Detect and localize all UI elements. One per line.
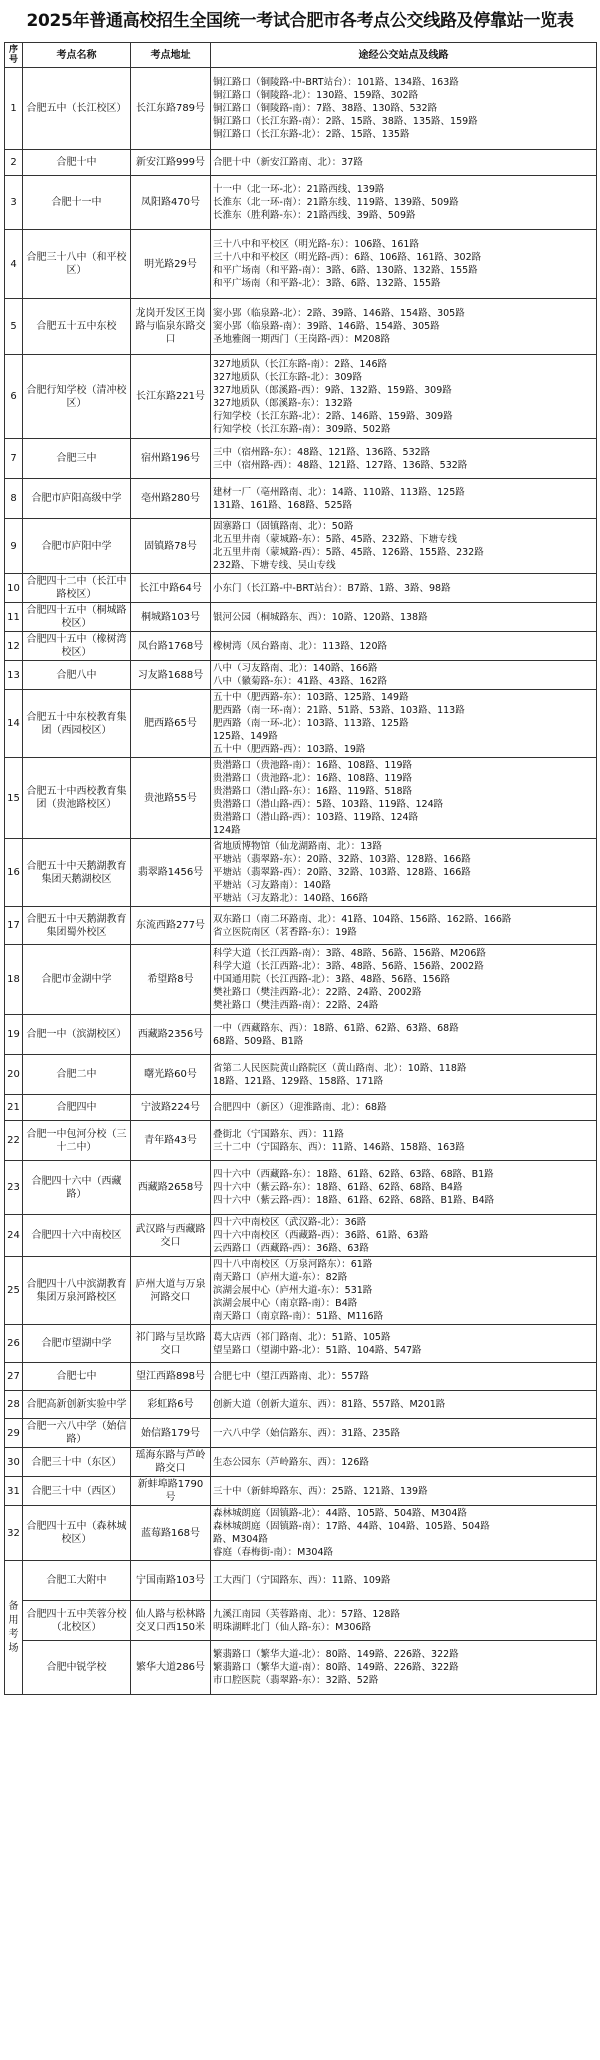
table-row [5,603,597,632]
row-school-name: 合肥市金湖中学 [23,945,131,1015]
table-row [5,230,597,299]
table-row [5,1641,597,1695]
header-seq: 序号 [5,43,23,68]
row-routes [211,1161,597,1215]
route-line: 滨湖会展中心（庐州大道-东）：531路 [213,1285,373,1296]
route-line: 繁翡路口（繁华大道-北）：80路、149路、226路、322路 [213,1649,459,1660]
row-school-address: 长江中路64号 [131,574,211,603]
route-line: 平塘站（习友路南）：140路 [213,880,331,891]
row-routes [211,1561,597,1601]
row-school-address: 凤台路1768号 [131,632,211,661]
route-line: 四十六中（紫云路-西）：18路、61路、62路、68路、B1路、B4路 [213,1195,495,1206]
route-line: 森林城朗庭（固镇路-南）：17路、44路、104路、105路、504路 [213,1521,490,1532]
row-school-name: 合肥四十五中（桐城路校区） [23,603,131,632]
table-row [5,479,597,519]
row-routes [211,907,597,945]
row-routes [211,1601,597,1641]
route-line: 贵潜路口（贵池路-南）：16路、108路、119路 [213,760,413,771]
row-school-address: 西藏路2658号 [131,1161,211,1215]
route-line: 窦小郢（临泉路-南）：39路、146路、154路、305路 [213,321,440,332]
row-routes [211,150,597,176]
table-row [5,1419,597,1448]
route-line: 生态公园东（芦岭路东、西）：126路 [213,1456,369,1468]
route-line: 肥西路（南一环-北）：103路、113路、125路 [213,718,409,729]
route-line: 三十二中（宁国路东、西）：11路、146路、158路、163路 [213,1141,465,1153]
row-school-name: 合肥五十中东校教育集团（西园校区） [23,690,131,758]
row-seq: 30 [5,1448,23,1477]
row-routes [211,574,597,603]
route-line: 窦小郢（临泉路-北）：2路、39路、146路、154路、305路 [213,308,465,319]
header-routes: 途经公交站点及线路 [211,43,597,68]
row-school-address: 明光路29号 [131,230,211,299]
table-row [5,1391,597,1419]
row-school-address: 长江东路789号 [131,68,211,150]
row-seq: 20 [5,1055,23,1095]
row-school-address: 希望路8号 [131,945,211,1015]
row-seq: 1 [5,68,23,150]
row-routes [211,1448,597,1477]
row-school-address: 宁国南路103号 [131,1561,211,1601]
table-body [5,68,597,1695]
route-line: 北五里井南（蒙城路-东）：5路、45路、232路、下塘专线 [213,534,457,545]
route-line: 八中（徽菊路-东）：41路、43路、162路 [213,676,387,687]
row-routes [211,1506,597,1561]
row-school-address: 翡翠路1456号 [131,839,211,907]
row-routes [211,603,597,632]
table-row [5,1363,597,1391]
route-line: 九溪江南园（芙蓉路南、北）：57路、128路 [213,1608,400,1620]
row-routes [211,1095,597,1121]
route-line: 圣地雅阁一期西门（王岗路-西）：M208路 [213,334,391,345]
backup-section-label: 备用考场 [5,1561,23,1695]
row-routes [211,355,597,439]
route-line: 葛大店西（祁门路南、北）：51路、105路 [213,1331,391,1343]
route-line: 固寨路口（固镇路南、北）：50路 [213,521,354,532]
row-routes [211,68,597,150]
row-school-address: 新蚌埠路1790号 [131,1477,211,1506]
route-line: 铜江路口（铜陵路-北）：130路、159路、302路 [213,90,419,101]
row-school-name: 合肥五十中天鹅湖教育集团天鹅湖校区 [23,839,131,907]
route-line: 铜江路口（长江东路-北）：2路、15路、135路 [213,129,410,140]
row-school-address: 繁华大道286号 [131,1641,211,1695]
row-routes [211,1325,597,1363]
row-seq: 14 [5,690,23,758]
table-row [5,632,597,661]
row-school-name: 合肥一中（滨湖校区） [23,1015,131,1055]
route-line: 和平广场南（和平路-北）：3路、6路、132路、155路 [213,278,441,289]
route-line: 市口腔医院（翡翠路-东）：32路、52路 [213,1675,379,1686]
row-routes [211,1477,597,1506]
row-school-name: 合肥五十中西校教育集团（贵池路校区） [23,758,131,839]
row-seq: 22 [5,1121,23,1161]
route-line: 滨湖会展中心（南京路-南）：B4路 [213,1298,358,1309]
row-school-address: 固镇路78号 [131,519,211,574]
row-seq: 18 [5,945,23,1015]
table-row [5,1161,597,1215]
row-school-name: 合肥十一中 [23,176,131,230]
row-seq: 19 [5,1015,23,1055]
row-school-name: 合肥市望湖中学 [23,1325,131,1363]
row-school-address: 祁门路与呈坎路交口 [131,1325,211,1363]
row-school-name: 合肥五十中天鹅湖教育集团蜀外校区 [23,907,131,945]
row-seq: 27 [5,1363,23,1391]
row-school-name: 合肥市庐阳中学 [23,519,131,574]
row-school-address: 始信路179号 [131,1419,211,1448]
row-school-name: 合肥四十五中（橡树湾校区） [23,632,131,661]
row-seq: 23 [5,1161,23,1215]
row-routes [211,945,597,1015]
row-routes [211,519,597,574]
route-line: 路、M304路 [213,1534,268,1545]
row-routes [211,1391,597,1419]
row-school-name: 合肥行知学校（清冲校区） [23,355,131,439]
route-line: 工大西门（宁国路东、西）：11路、109路 [213,1575,391,1586]
table-row [5,1477,597,1506]
table-row [5,1257,597,1325]
header-address: 考点地址 [131,43,211,68]
route-line: 双东路口（南二环路南、北）：41路、104路、156路、162路、166路 [213,913,512,925]
table-row [5,355,597,439]
route-line: 贵潜路口（潜山路-东）：16路、119路、518路 [213,786,413,797]
row-school-address: 新安江路999号 [131,150,211,176]
route-line: 建材一厂（亳州路南、北）：14路、110路、113路、125路 [213,486,465,498]
route-line: 省立医院南区（茗香路-东）：19路 [213,926,357,938]
route-line: 327地质队（长江东路-南）：2路、146路 [213,358,387,370]
row-school-address: 长江东路221号 [131,355,211,439]
row-seq: 32 [5,1506,23,1561]
table-row [5,945,597,1015]
route-line: 明珠湖畔北门（仙人路-东）：M306路 [213,1621,372,1633]
row-routes [211,230,597,299]
route-line: 铜江路口（铜陵路-南）：7路、38路、130路、532路 [213,103,438,114]
row-routes [211,1641,597,1695]
row-seq: 10 [5,574,23,603]
row-school-address: 庐州大道与万泉河路交口 [131,1257,211,1325]
route-line: 125路、149路 [213,731,278,742]
row-school-name: 合肥七中 [23,1363,131,1391]
row-seq: 21 [5,1095,23,1121]
table-row [5,1215,597,1257]
route-line: 四十八中南校区（万泉河路东）：61路 [213,1259,373,1270]
table-row [5,1601,597,1641]
route-line: 长淮东（胜利路-东）：21路西线、39路、509路 [213,210,416,221]
table-row [5,758,597,839]
route-line: 五十中（肥西路-西）：103路、19路 [213,744,366,755]
row-school-name: 合肥四十五中芙蓉分校（北校区） [23,1601,131,1641]
route-line: 南天路口（南京路-南）：51路、M116路 [213,1311,384,1322]
row-school-name: 合肥三十八中（和平校区） [23,230,131,299]
route-line: 一六八中学（始信路东、西）：31路、235路 [213,1427,400,1439]
row-routes [211,1055,597,1095]
route-line: 三中（宿州路-西）：48路、121路、127路、136路、532路 [213,459,468,471]
row-routes [211,632,597,661]
route-line: 望呈路口（望湖中路-北）：51路、104路、547路 [213,1344,422,1356]
bus-route-table [4,42,597,1695]
row-school-name: 合肥三十中（西区） [23,1477,131,1506]
row-school-address: 西藏路2356号 [131,1015,211,1055]
row-seq: 31 [5,1477,23,1506]
row-routes [211,690,597,758]
row-routes [211,1215,597,1257]
route-line: 四十六中（紫云路-东）：18路、61路、62路、68路、B4路 [213,1182,463,1193]
route-line: 长淮东（北一环-南）：21路东线、119路、139路、509路 [213,197,459,208]
row-seq: 4 [5,230,23,299]
row-school-address: 龙岗开发区王岗路与临泉东路交口 [131,299,211,355]
table-row [5,439,597,479]
row-seq: 8 [5,479,23,519]
route-line: 云西路口（西藏路-西）：36路、63路 [213,1243,369,1254]
row-school-name: 合肥五十五中东校 [23,299,131,355]
route-line: 八中（习友路南、北）：140路、166路 [213,663,378,674]
route-line: 124路 [213,825,241,836]
table-row [5,299,597,355]
row-school-name: 合肥一六八中学（始信路） [23,1419,131,1448]
header-row [5,43,597,68]
header-school: 考点名称 [23,43,131,68]
row-school-address: 瑶海东路与芦岭路交口 [131,1448,211,1477]
route-line: 四十六中南校区（武汉路-北）：36路 [213,1217,367,1228]
row-school-address: 蓝莓路168号 [131,1506,211,1561]
row-seq: 7 [5,439,23,479]
route-line: 科学大道（长江西路-南）：3路、48路、56路、156路、M206路 [213,948,486,959]
table-row [5,68,597,150]
row-school-name: 合肥一中包河分校（三十二中） [23,1121,131,1161]
route-line: 樊社路口（樊洼西路-北）：22路、24路、2002路 [213,987,422,998]
row-routes [211,479,597,519]
route-line: 三十八中和平校区（明光路-西）：6路、106路、161路、302路 [213,252,482,263]
row-school-name: 合肥工大附中 [23,1561,131,1601]
route-line: 橡树湾（凤台路南、北）：113路、120路 [213,640,388,652]
row-seq: 25 [5,1257,23,1325]
route-line: 南天路口（庐州大道-东）：82路 [213,1272,348,1283]
table-row [5,1055,597,1095]
table-row [5,1506,597,1561]
row-school-address: 凤阳路470号 [131,176,211,230]
route-line: 行知学校（长江东路-南）：309路、502路 [213,423,391,435]
row-school-address: 宿州路196号 [131,439,211,479]
row-school-address: 曙光路60号 [131,1055,211,1095]
route-line: 银河公园（桐城路东、西）：10路、120路、138路 [213,611,428,623]
route-line: 行知学校（长江东路-北）：2路、146路、159路、309路 [213,410,453,422]
table-row [5,690,597,758]
row-school-address: 彩虹路6号 [131,1391,211,1419]
route-line: 肥西路（南一环-南）：21路、51路、53路、103路、113路 [213,705,465,716]
table-row [5,839,597,907]
row-routes [211,299,597,355]
row-routes [211,1257,597,1325]
route-line: 森林城朗庭（固镇路-北）：44路、105路、504路、M304路 [213,1508,467,1519]
row-school-name: 合肥十中 [23,150,131,176]
route-line: 327地质队（长江东路-北）：309路 [213,371,362,383]
route-line: 省地质博物馆（仙龙湖路南、北）：13路 [213,841,382,852]
route-line: 合肥十中（新安江路南、北）：37路 [213,157,363,168]
row-school-address: 亳州路280号 [131,479,211,519]
row-school-name: 合肥四十五中（森林城校区） [23,1506,131,1561]
route-line: 四十六中南校区（西藏路-西）：36路、61路、63路 [213,1230,429,1241]
route-line: 合肥四中（新区）（迎淮路南、北）：68路 [213,1102,387,1113]
route-line: 小东门（长江路-中-BRT站台）：B7路、1路、3路、98路 [213,582,451,594]
route-line: 18路、121路、129路、158路、171路 [213,1075,384,1087]
row-routes [211,1121,597,1161]
row-school-name: 合肥高新创新实验中学 [23,1391,131,1419]
row-seq: 13 [5,661,23,690]
route-line: 樊社路口（樊洼西路-南）：22路、24路 [213,1000,379,1011]
table-row [5,519,597,574]
row-school-address: 青年路43号 [131,1121,211,1161]
route-line: 平塘站（翡翠路-东）：20路、32路、103路、128路、166路 [213,854,471,865]
route-line: 十一中（北一环-北）：21路西线、139路 [213,184,385,195]
row-school-name: 合肥三中 [23,439,131,479]
row-seq: 15 [5,758,23,839]
route-line: 131路、161路、168路、525路 [213,499,353,511]
row-school-address: 贵池路55号 [131,758,211,839]
row-seq: 29 [5,1419,23,1448]
row-seq: 5 [5,299,23,355]
row-school-address: 东流西路277号 [131,907,211,945]
table-row [5,907,597,945]
route-line: 中国通用院（长江西路-北）：3路、48路、56路、156路 [213,974,451,985]
table-row [5,1121,597,1161]
route-line: 平塘站（习友路北）：140路、166路 [213,893,369,904]
route-line: 五十中（肥西路-东）：103路、125路、149路 [213,692,409,703]
row-seq: 26 [5,1325,23,1363]
route-line: 铜江路口（铜陵路-中-BRT站台）：101路、134路、163路 [213,77,459,88]
row-seq: 9 [5,519,23,574]
table-row [5,574,597,603]
row-routes [211,758,597,839]
row-seq: 3 [5,176,23,230]
table-row [5,1561,597,1601]
row-school-address: 武汉路与西藏路交口 [131,1215,211,1257]
row-school-name: 合肥五中（长江校区） [23,68,131,150]
row-school-name: 合肥四十六中（西藏路） [23,1161,131,1215]
row-routes [211,1015,597,1055]
row-school-name: 合肥中锐学校 [23,1641,131,1695]
table-row [5,1095,597,1121]
route-line: 叠街北（宁国路东、西）：11路 [213,1128,344,1140]
row-school-name: 合肥市庐阳高级中学 [23,479,131,519]
row-school-address: 桐城路103号 [131,603,211,632]
row-school-address: 习友路1688号 [131,661,211,690]
route-line: 一中（西藏路东、西）：18路、61路、62路、63路、68路 [213,1022,459,1034]
table-row [5,150,597,176]
page-title: 2025年普通高校招生全国统一考试合肥市各考点公交线路及停靠站一览表 [26,11,574,31]
route-line: 省第二人民医院黄山路院区（黄山路南、北）：10路、118路 [213,1062,467,1074]
row-school-address: 肥西路65号 [131,690,211,758]
row-seq: 16 [5,839,23,907]
route-line: 327地质队（郎溪路-西）：9路、132路、159路、309路 [213,384,452,396]
row-routes [211,176,597,230]
route-line: 68路、509路、B1路 [213,1035,304,1047]
route-line: 铜江路口（长江东路-南）：2路、15路、38路、135路、159路 [213,116,478,127]
route-line: 327地质队（郎溪路-东）：132路 [213,397,353,409]
route-line: 繁翡路口（繁华大道-南）：80路、149路、226路、322路 [213,1662,459,1673]
row-seq: 11 [5,603,23,632]
route-line: 贵潜路口（贵池路-北）：16路、108路、119路 [213,773,413,784]
route-line: 四十六中（西藏路-东）：18路、61路、62路、63路、68路、B1路 [213,1169,494,1180]
route-line: 232路、下塘专线、吴山专线 [213,560,336,571]
route-line: 和平广场南（和平路-南）：3路、6路、130路、132路、155路 [213,265,478,276]
route-line: 三十八中和平校区（明光路-东）：106路、161路 [213,239,419,250]
row-school-name: 合肥四十八中滨湖教育集团万泉河路校区 [23,1257,131,1325]
route-line: 三十中（新蚌埠路东、西）：25路、121路、139路 [213,1485,428,1497]
row-routes [211,661,597,690]
row-routes [211,1363,597,1391]
table-row [5,176,597,230]
table-row [5,661,597,690]
row-school-address: 宁波路224号 [131,1095,211,1121]
route-line: 北五里井南（蒙城路-西）：5路、45路、126路、155路、232路 [213,547,484,558]
table-row [5,1015,597,1055]
route-line: 科学大道（长江西路-北）：3路、48路、56路、156路、2002路 [213,961,484,972]
row-seq: 6 [5,355,23,439]
row-school-name: 合肥八中 [23,661,131,690]
row-routes [211,1419,597,1448]
row-school-address: 仙人路与松林路交叉口西150米 [131,1601,211,1641]
row-seq: 12 [5,632,23,661]
table-row [5,1448,597,1477]
route-line: 三中（宿州路-东）：48路、121路、136路、532路 [213,446,431,458]
row-seq: 28 [5,1391,23,1419]
row-school-address: 望江西路898号 [131,1363,211,1391]
row-school-name: 合肥四十六中南校区 [23,1215,131,1257]
route-line: 贵潜路口（潜山路-西）：103路、119路、124路 [213,812,419,823]
table-row [5,1325,597,1363]
row-school-name: 合肥二中 [23,1055,131,1095]
row-routes [211,439,597,479]
route-line: 贵潜路口（潜山路-西）：5路、103路、119路、124路 [213,799,444,810]
row-school-name: 合肥四中 [23,1095,131,1121]
route-line: 创新大道（创新大道东、西）：81路、557路、M201路 [213,1399,446,1410]
route-line: 睿庭（春梅街-南）：M304路 [213,1547,334,1558]
route-line: 平塘站（翡翠路-西）：20路、32路、103路、128路、166路 [213,867,471,878]
row-seq: 17 [5,907,23,945]
row-school-name: 合肥三十中（东区） [23,1448,131,1477]
row-routes [211,839,597,907]
route-line: 合肥七中（望江西路南、北）：557路 [213,1371,369,1382]
row-school-name: 合肥四十二中（长江中路校区） [23,574,131,603]
row-seq: 2 [5,150,23,176]
row-seq: 24 [5,1215,23,1257]
